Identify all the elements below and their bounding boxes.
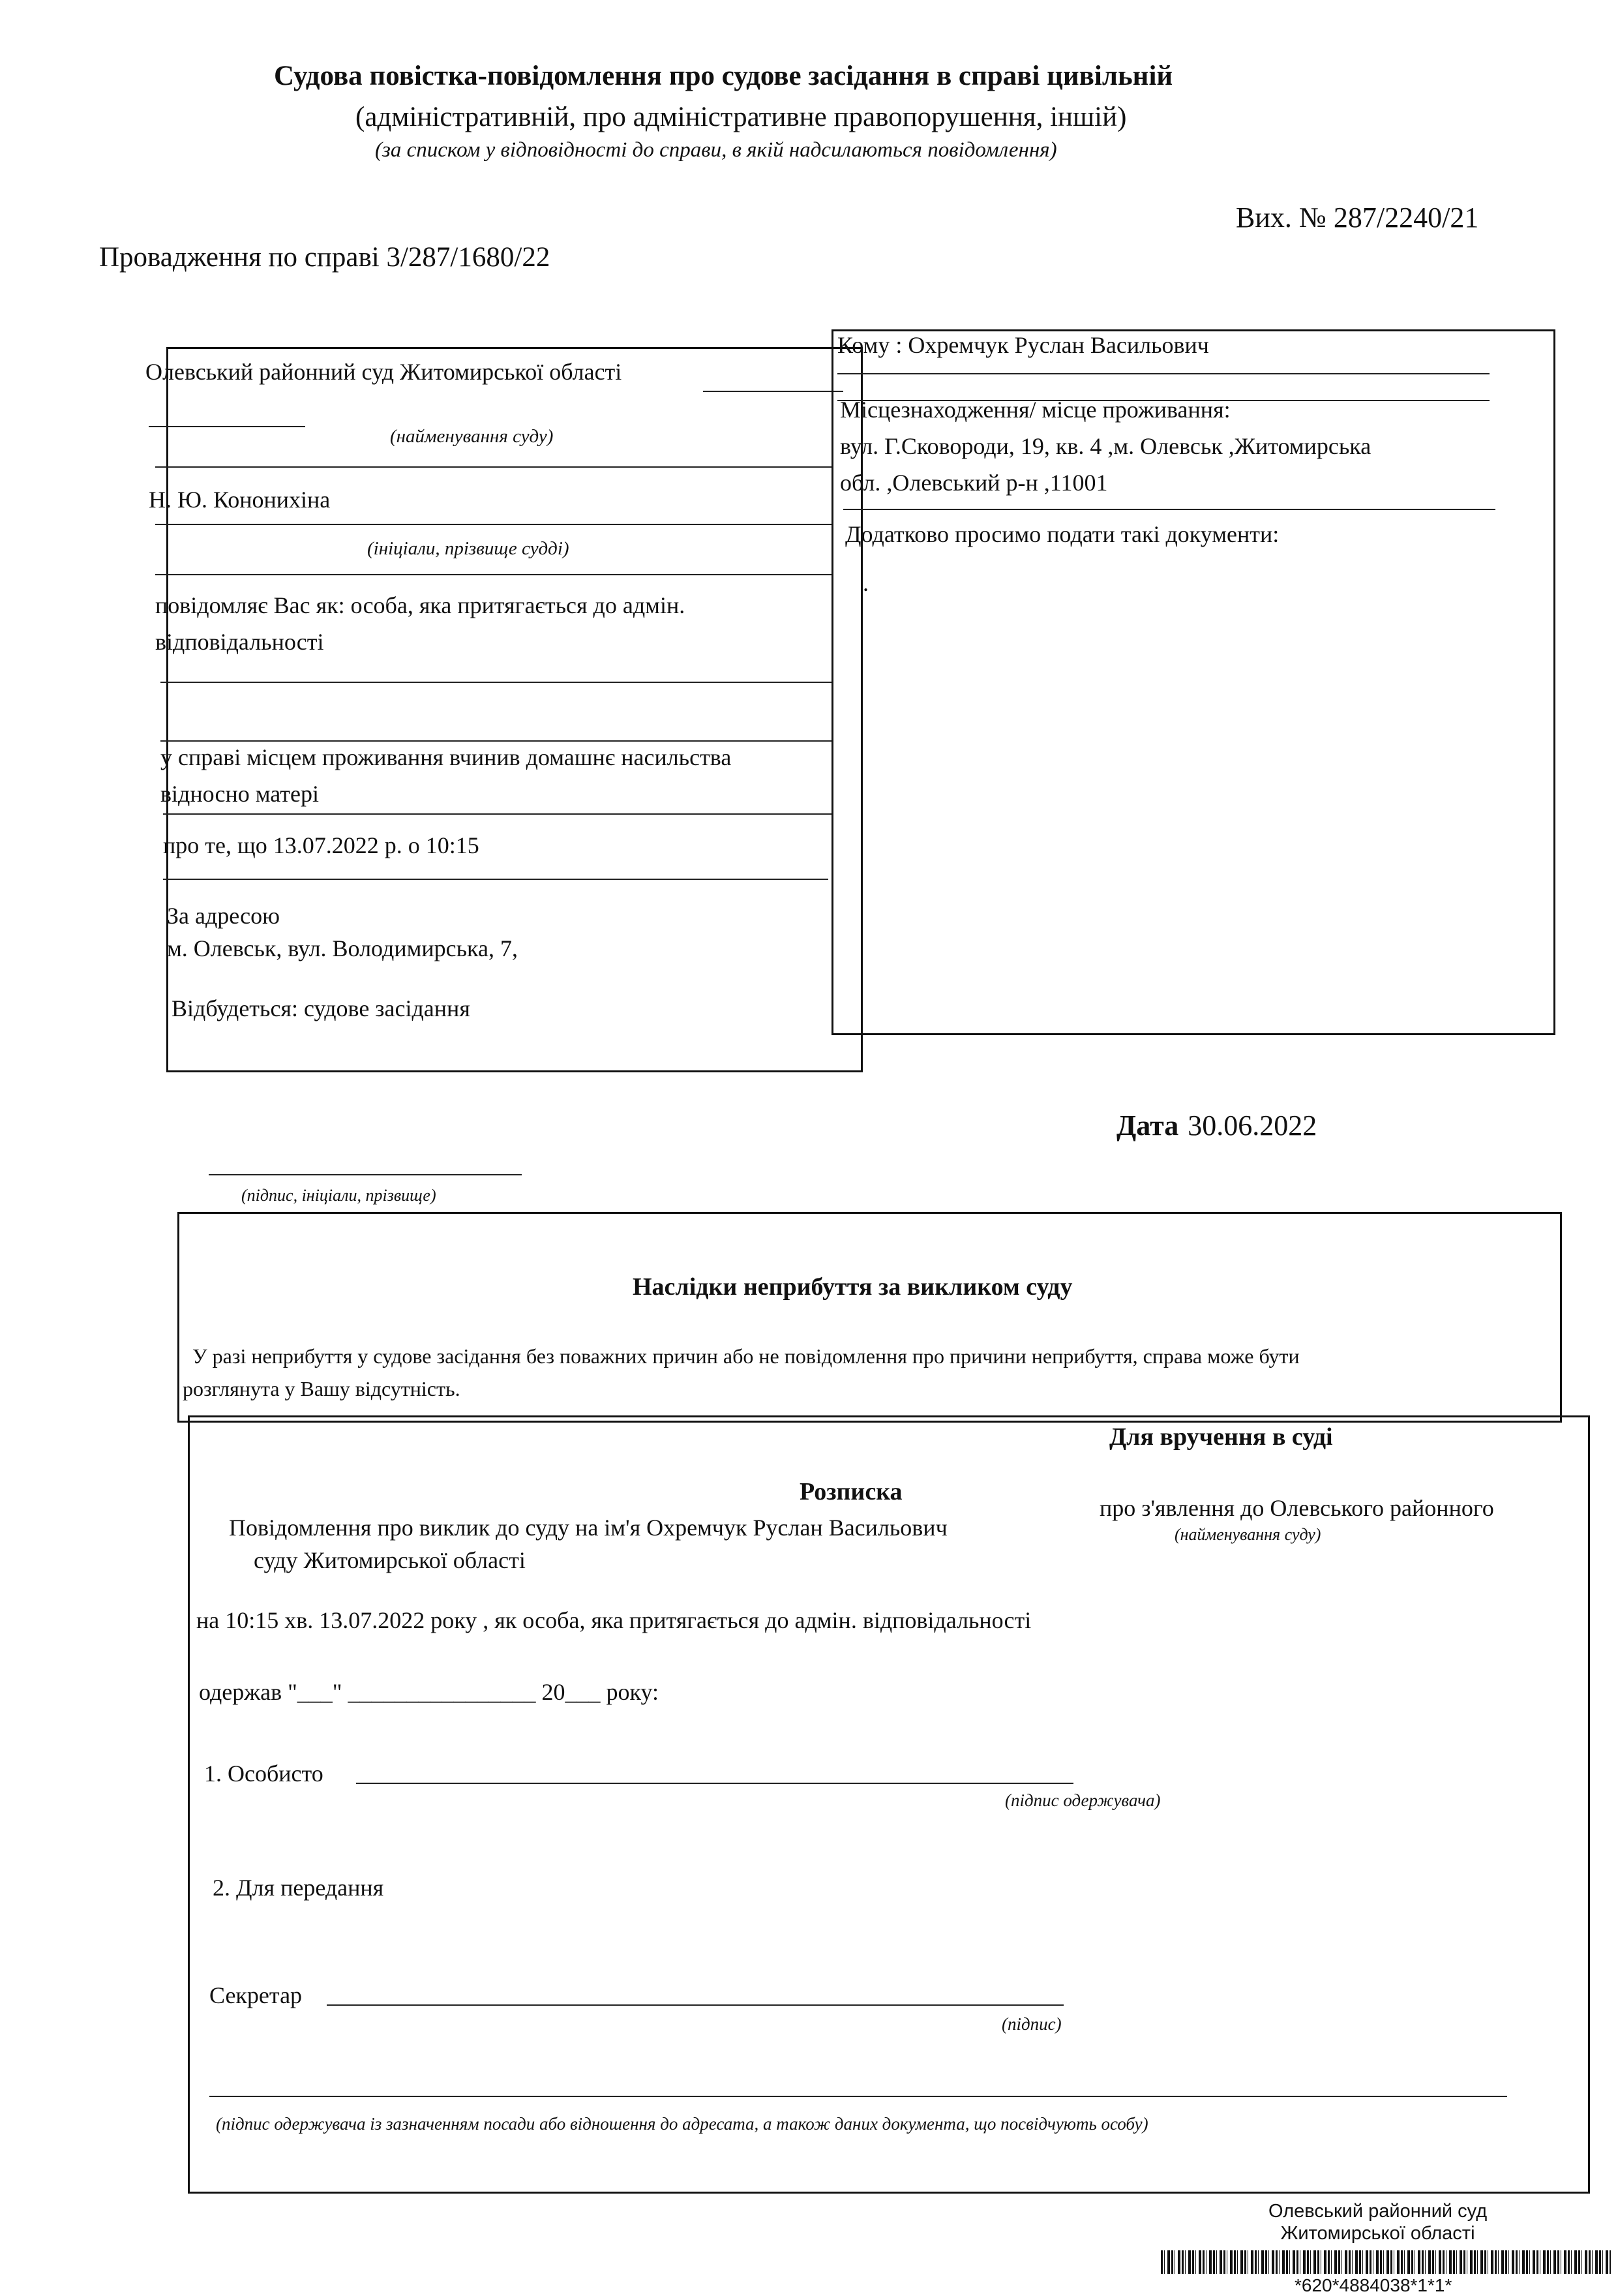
consequences-text-line-2: розглянута у Вашу відсутність. (183, 1377, 460, 1400)
receipt-court-caption: (найменування суду) (1175, 1525, 1321, 1544)
consequences-title: Наслідки неприбуття за викликом суду (633, 1273, 1073, 1301)
personally-label: 1. Особисто (204, 1760, 323, 1787)
location-label: Місцезнаходження/ місце проживання: (840, 397, 1231, 423)
court-name: Олевський районний суд Житомирської області (145, 359, 622, 385)
consequences-box (177, 1212, 1562, 1423)
divider-line (155, 574, 833, 575)
document-title: Судова повістка-повідомлення про судове засідання в справі цивільній (274, 61, 1173, 91)
divider-line (163, 813, 831, 815)
case-description-line-2: відносно матері (160, 781, 320, 807)
document-subtitle: (адміністративній, про адміністративне правопорушення, іншій) (355, 102, 1127, 132)
barcode-image (1161, 2250, 1611, 2274)
issue-date (1116, 1109, 1317, 1142)
address-label: За адресою (167, 903, 280, 929)
court-line-2 (149, 426, 305, 427)
location-line-2: обл. ,Олевський р-н ,11001 (840, 470, 1108, 496)
date-value: 30.06.2022 (1188, 1110, 1317, 1141)
recipient-signature-caption: (підпис одержувача) (1005, 1790, 1161, 1810)
stamp-line-1: Олевський районний суд (1268, 2201, 1488, 2222)
footer-caption: (підпис одержувача із зазначенням посади або відношення до адресата, а також даних документа, що посвідчують особу) (216, 2114, 1148, 2134)
court-info-panel (145, 347, 863, 1072)
receipt-line-1a: Повідомлення про виклик до суду на ім'я Охремчук Руслан Васильович (229, 1515, 948, 1541)
receipt-line-3: на 10:15 хв. 13.07.2022 року , як особа, яка притягається до адмін. відповідальності (196, 1607, 1032, 1633)
recipient-panel (831, 329, 1555, 1035)
recipient-details-line (209, 2096, 1507, 2097)
receipt-line-2: суду Житомирської області (254, 1547, 526, 1573)
receipt-title: Розписка (800, 1478, 903, 1505)
signature-line (209, 1174, 522, 1175)
case-number: Провадження по справі 3/287/1680/22 (99, 242, 550, 273)
notify-as (155, 587, 840, 660)
location-line-1: вул. Г.Сковороди, 19, кв. 4 ,м. Олевськ ,Житомирська (840, 433, 1371, 459)
document-note: (за списком у відповідності до справи, в якій надсилаються повідомлення) (375, 138, 1057, 162)
hearing-datetime: про те, що 13.07.2022 р. о 10:15 (163, 832, 479, 858)
divider-line (155, 466, 833, 468)
recipient-name: Кому : Охремчук Руслан Васильович (837, 332, 1209, 358)
barcode-number: *620*4884038*1*1* (1295, 2275, 1452, 2295)
notify-as-line-1: повідомляє Вас як: особа, яка притягається до адмін. (155, 592, 685, 618)
date-label: Дата (1116, 1110, 1179, 1141)
delivery-note: Для вручення в суді (1109, 1423, 1333, 1451)
secretary-label: Секретар (209, 1982, 303, 2008)
secretary-signature-caption: (підпис) (1002, 2014, 1062, 2034)
divider-line (843, 509, 1495, 510)
receipt-line-1b: про з'явлення до Олевського районного (1100, 1495, 1494, 1521)
case-description (160, 739, 852, 812)
judge-caption: (ініціали, прізвище судді) (367, 538, 569, 559)
judge-name: Н. Ю. Кононихіна (149, 487, 331, 513)
divider-line (155, 524, 833, 525)
hearing-event: Відбудеться: судове засідання (172, 995, 470, 1021)
court-caption: (найменування суду) (390, 426, 554, 447)
notify-as-line-2: відповідальності (155, 629, 324, 655)
court-line-1 (703, 391, 843, 392)
personally-signature-line (356, 1783, 1073, 1784)
documents-value: . (863, 570, 869, 596)
hearing-address: м. Олевськ, вул. Володимирська, 7, (167, 935, 518, 961)
divider-line (160, 682, 832, 683)
recipient-location (840, 391, 1551, 501)
transfer-label: 2. Для передання (213, 1875, 384, 1901)
documents-label: Додатково просимо подати такі документи: (845, 521, 1280, 547)
court-stamp (1268, 2200, 1487, 2244)
divider-line (163, 879, 828, 880)
consequences-text-line-1: У разі неприбуття у судове засідання без поважних причин або не повідомлення про причини неприбуття, справа може бути (192, 1344, 1300, 1368)
stamp-line-2: Житомирської області (1280, 2223, 1475, 2244)
secretary-signature-line (327, 2004, 1064, 2006)
signature-caption: (підпис, ініціали, прізвище) (241, 1186, 436, 1205)
divider-line (837, 373, 1490, 374)
case-description-line-1: у справі місцем проживання вчинив домашнє насильства (160, 744, 732, 770)
receipt-box (188, 1415, 1590, 2194)
received-on: одержав "___" ________________ 20___ року: (199, 1679, 659, 1705)
outgoing-number: Вих. № 287/2240/21 (1236, 202, 1479, 234)
